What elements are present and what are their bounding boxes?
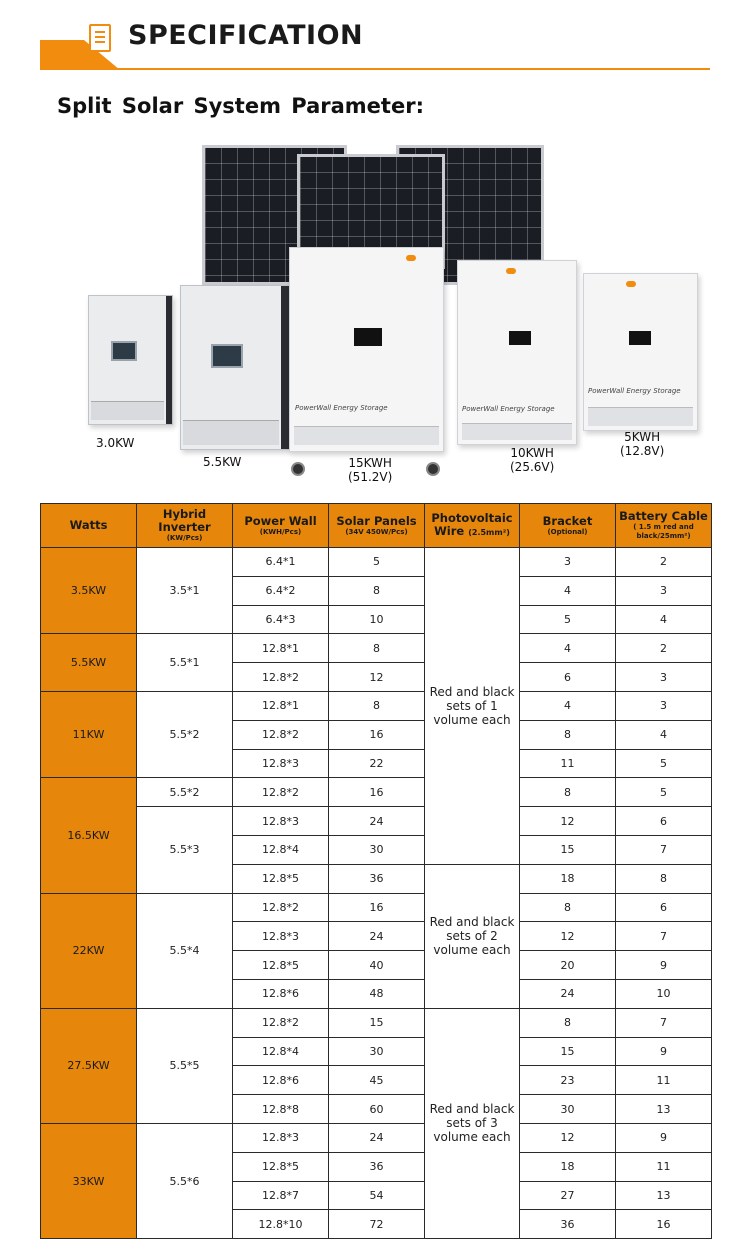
bracket-cell: 36 [520,1210,616,1239]
solar-panels-cell: 24 [329,807,425,836]
document-list-icon [89,24,111,52]
inverter-cell: 5.5*2 [137,778,233,807]
inverter-3kw [88,295,173,425]
solar-panels-cell: 72 [329,1210,425,1239]
power-wall-cell: 12.8*2 [233,893,329,922]
power-wall-cell: 12.8*6 [233,979,329,1008]
caption-3kw: 3.0KW [96,436,135,450]
wheel [426,462,440,476]
solar-panels-cell: 48 [329,979,425,1008]
bracket-cell: 4 [520,634,616,663]
solar-panels-cell: 30 [329,835,425,864]
bracket-cell: 18 [520,864,616,893]
battery-cable-cell: 11 [616,1152,712,1181]
bracket-cell: 27 [520,1181,616,1210]
table-row [41,1123,712,1152]
solar-panels-cell: 24 [329,1123,425,1152]
bracket-cell: 20 [520,951,616,980]
header-power-wall: Power Wall (KWH/Pcs) [233,504,329,548]
bracket-cell: 8 [520,720,616,749]
battery-cable-cell: 5 [616,778,712,807]
bracket-cell: 11 [520,749,616,778]
bracket-cell: 6 [520,663,616,692]
power-wall-cell: 12.8*2 [233,720,329,749]
inverter-cell: 5.5*1 [137,634,233,692]
table-row [41,1008,712,1037]
table-body [41,548,712,1239]
power-wall-cell: 12.8*2 [233,1008,329,1037]
header-battery-cable: Battery Cable ( 1.5 m red and black/25mm²) [616,504,712,548]
inverter-cell: 3.5*1 [137,548,233,634]
power-wall-cell: 12.8*6 [233,1066,329,1095]
solar-panels-cell: 54 [329,1181,425,1210]
table-row [41,548,712,577]
bracket-cell: 8 [520,778,616,807]
spec-table [40,503,712,1239]
watts-cell: 16.5KW [41,778,137,893]
caption-15kwh: 15KWH (51.2V) [348,456,393,484]
solar-panels-cell: 12 [329,663,425,692]
inverter-cell: 5.5*4 [137,893,233,1008]
battery-cable-cell: 2 [616,634,712,663]
battery-cable-cell: 9 [616,1037,712,1066]
watts-cell: 5.5KW [41,634,137,692]
pv-wire-cell: Red and black sets of 3 volume each [425,1008,520,1238]
solar-panels-cell: 8 [329,691,425,720]
solar-panels-cell: 45 [329,1066,425,1095]
watts-cell: 3.5KW [41,548,137,634]
battery-cable-cell: 6 [616,893,712,922]
wheel [291,462,305,476]
power-wall-cell: 12.8*3 [233,749,329,778]
battery-cable-cell: 16 [616,1210,712,1239]
solar-panels-cell: 8 [329,576,425,605]
solar-panels-cell: 15 [329,1008,425,1037]
table-row [41,778,712,807]
power-wall-cell: 12.8*1 [233,691,329,720]
battery-cable-cell: 8 [616,864,712,893]
power-wall-cell: 12.8*5 [233,951,329,980]
powerwall-5kwh [583,273,698,431]
bracket-cell: 12 [520,807,616,836]
battery-cable-cell: 7 [616,1008,712,1037]
bracket-cell: 15 [520,1037,616,1066]
battery-cable-cell: 9 [616,951,712,980]
battery-cable-cell: 10 [616,979,712,1008]
pv-wire-cell: Red and black sets of 1 volume each [425,548,520,865]
battery-cable-cell: 4 [616,605,712,634]
solar-panels-cell: 36 [329,864,425,893]
header-underline [40,68,710,70]
bracket-cell: 23 [520,1066,616,1095]
bracket-cell: 15 [520,835,616,864]
solar-panels-cell: 36 [329,1152,425,1181]
solar-panels-cell: 8 [329,634,425,663]
bracket-cell: 8 [520,893,616,922]
power-wall-cell: 12.8*3 [233,922,329,951]
solar-panels-cell: 40 [329,951,425,980]
header-hybrid-inverter: Hybrid Inverter (KW/Pcs) [137,504,233,548]
battery-cable-cell: 4 [616,720,712,749]
table-row [41,893,712,922]
solar-panels-cell: 60 [329,1095,425,1124]
watts-cell: 22KW [41,893,137,1008]
page-title: SPECIFICATION [128,20,364,51]
caption-10kwh: 10KWH (25.6V) [510,446,555,474]
table-row [41,634,712,663]
table-row [41,691,712,720]
power-wall-cell: 6.4*3 [233,605,329,634]
bracket-cell: 12 [520,1123,616,1152]
device-label: PowerWall Energy Storage [588,387,681,395]
inverter-5-5kw [180,285,290,450]
inverter-cell: 5.5*6 [137,1123,233,1238]
battery-cable-cell: 13 [616,1095,712,1124]
powerwall-15kwh [289,247,444,452]
battery-cable-cell: 3 [616,663,712,692]
inverter-cell: 5.5*5 [137,1008,233,1123]
header-pv-wire: Photovoltaic Wire (2.5mm²) [425,504,520,548]
power-wall-cell: 12.8*2 [233,663,329,692]
bracket-cell: 8 [520,1008,616,1037]
solar-panels-cell: 10 [329,605,425,634]
power-wall-cell: 12.8*4 [233,1037,329,1066]
watts-cell: 27.5KW [41,1008,137,1123]
pv-wire-cell: Red and black sets of 2 volume each [425,864,520,1008]
power-wall-cell: 12.8*10 [233,1210,329,1239]
header-bracket: Bracket (Optional) [520,504,616,548]
solar-panels-cell: 16 [329,893,425,922]
section-subtitle: Split Solar System Parameter: [57,94,424,118]
inverter-cell: 5.5*2 [137,691,233,777]
device-label: PowerWall Energy Storage [295,404,388,412]
battery-cable-cell: 3 [616,576,712,605]
watts-cell: 33KW [41,1123,137,1238]
bracket-cell: 24 [520,979,616,1008]
caption-5-5kw: 5.5KW [203,455,242,469]
solar-panels-cell: 22 [329,749,425,778]
bracket-cell: 3 [520,548,616,577]
power-wall-cell: 12.8*5 [233,1152,329,1181]
battery-cable-cell: 5 [616,749,712,778]
power-wall-cell: 12.8*2 [233,778,329,807]
power-wall-cell: 12.8*5 [233,864,329,893]
bracket-cell: 12 [520,922,616,951]
product-illustration [80,140,720,490]
battery-cable-cell: 11 [616,1066,712,1095]
power-wall-cell: 12.8*3 [233,807,329,836]
solar-panels-cell: 24 [329,922,425,951]
solar-panels-cell: 16 [329,778,425,807]
battery-cable-cell: 9 [616,1123,712,1152]
bracket-cell: 30 [520,1095,616,1124]
power-wall-cell: 12.8*3 [233,1123,329,1152]
bracket-cell: 5 [520,605,616,634]
inverter-cell: 5.5*3 [137,807,233,893]
header-watts: Watts [41,504,137,548]
power-wall-cell: 12.8*4 [233,835,329,864]
powerwall-10kwh [457,260,577,445]
power-wall-cell: 12.8*1 [233,634,329,663]
bracket-cell: 4 [520,576,616,605]
battery-cable-cell: 3 [616,691,712,720]
table-row [41,807,712,836]
header-solar-panels: Solar Panels (34V 450W/Pcs) [329,504,425,548]
solar-panels-cell: 16 [329,720,425,749]
battery-cable-cell: 7 [616,922,712,951]
power-wall-cell: 12.8*8 [233,1095,329,1124]
battery-cable-cell: 7 [616,835,712,864]
bracket-cell: 18 [520,1152,616,1181]
power-wall-cell: 12.8*7 [233,1181,329,1210]
solar-panels-cell: 30 [329,1037,425,1066]
power-wall-cell: 6.4*1 [233,548,329,577]
bracket-cell: 4 [520,691,616,720]
battery-cable-cell: 2 [616,548,712,577]
device-label: PowerWall Energy Storage [462,405,555,413]
table-header-row [41,504,712,548]
caption-5kwh: 5KWH (12.8V) [620,430,665,458]
watts-cell: 11KW [41,691,137,777]
battery-cable-cell: 13 [616,1181,712,1210]
solar-panels-cell: 5 [329,548,425,577]
power-wall-cell: 6.4*2 [233,576,329,605]
battery-cable-cell: 6 [616,807,712,836]
